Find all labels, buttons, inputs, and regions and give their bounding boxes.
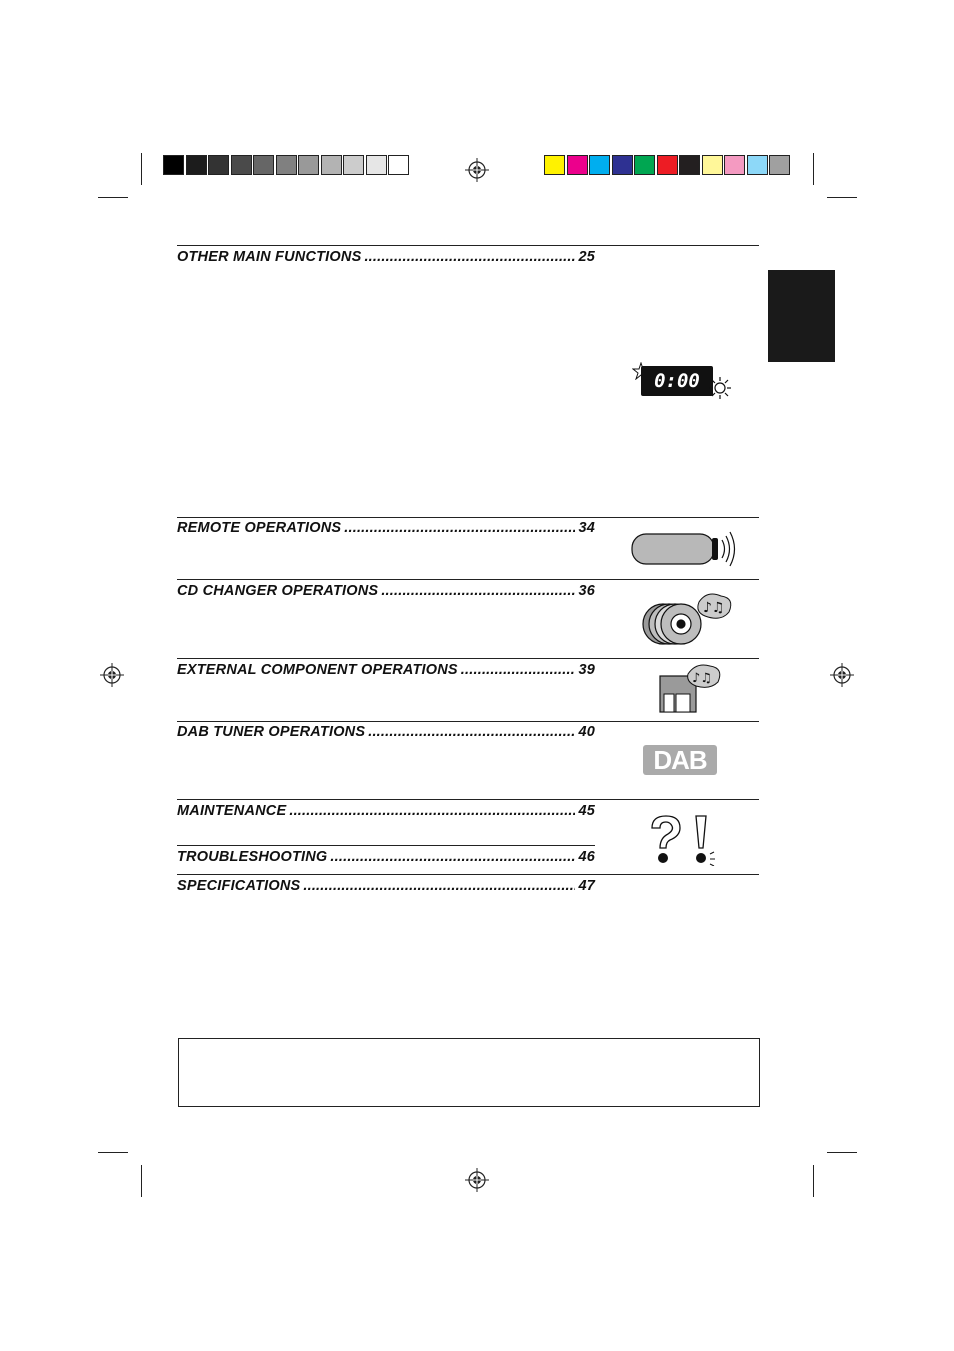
grey-swatch [321,155,342,175]
toc-title: EXTERNAL COMPONENT OPERATIONS [177,662,458,678]
color-swatch [544,155,565,175]
color-swatch [612,155,633,175]
section-rule [177,721,759,722]
color-swatch [657,155,678,175]
grey-swatch [208,155,229,175]
crop-mark [141,1165,142,1197]
toc-entry[interactable] [177,520,595,536]
clock-display: 0:00 [641,366,713,396]
color-swatch [724,155,745,175]
color-swatch [567,155,588,175]
clock-display-illustration [632,362,734,402]
crop-mark [141,153,142,185]
grey-swatch [163,155,184,175]
toc-title: SPECIFICATIONS [177,878,301,894]
toc-page: 36 [578,583,595,599]
grey-swatch [276,155,297,175]
crop-mark [813,153,814,185]
svg-text:♪♫: ♪♫ [692,671,712,686]
svg-text:♪♫: ♪♫ [703,600,725,616]
toc-page: 47 [578,878,595,894]
toc-entry[interactable] [177,583,595,599]
toc-leader [344,520,575,536]
toc-title: MAINTENANCE [177,803,287,819]
dab-logo-icon: DAB [643,745,717,775]
grey-swatch [186,155,207,175]
section-rule [177,245,759,246]
grey-swatch [253,155,274,175]
section-rule [177,845,595,846]
section-rule [177,874,759,875]
cd-discs-icon [641,588,735,648]
toc-entry[interactable] [177,803,595,819]
toc-page: 40 [578,724,595,740]
color-swatch [634,155,655,175]
grey-calibration-bar [163,155,411,175]
toc-entry[interactable] [177,249,595,265]
toc-page: 34 [578,520,595,536]
grey-swatch [231,155,252,175]
toc-title: REMOTE OPERATIONS [177,520,342,536]
toc-leader [461,662,576,678]
section-rule [177,658,759,659]
toc-entry[interactable] [177,878,595,894]
grey-swatch [366,155,387,175]
grey-swatch [298,155,319,175]
color-swatch [702,155,723,175]
toc-title: CD CHANGER OPERATIONS [177,583,379,599]
color-swatch [589,155,610,175]
component-box-icon [658,662,726,714]
crop-mark [827,197,857,198]
toc-entry[interactable] [177,849,595,865]
registration-mark-icon [830,663,854,687]
note-box [178,1038,760,1107]
crop-mark [98,1152,128,1153]
crop-mark [98,197,128,198]
color-swatch [769,155,790,175]
toc-page: 46 [578,849,595,865]
toc-title: DAB TUNER OPERATIONS [177,724,366,740]
toc-entry[interactable] [177,724,595,740]
registration-mark-icon [465,158,489,182]
toc-leader [330,849,575,865]
crop-mark [813,1165,814,1197]
toc-page: 39 [578,662,595,678]
toc-page: 45 [578,803,595,819]
grey-swatch [343,155,364,175]
section-rule [177,517,759,518]
toc-leader [368,724,575,740]
registration-mark-icon [100,663,124,687]
remote-control-icon [630,528,738,572]
question-exclamation-icon [646,812,722,866]
section-rule [177,799,759,800]
color-swatch [747,155,768,175]
toc-leader [381,583,575,599]
toc-title: TROUBLESHOOTING [177,849,328,865]
toc-page: 25 [578,249,595,265]
grey-swatch [388,155,409,175]
crop-mark [827,1152,857,1153]
color-swatch [679,155,700,175]
section-tab [768,270,835,362]
toc-leader [303,878,575,894]
section-rule [177,579,759,580]
registration-mark-icon [465,1168,489,1192]
music-notes-icon [698,594,731,618]
color-calibration-bar [544,155,792,175]
toc-title: OTHER MAIN FUNCTIONS [177,249,362,265]
toc-entry[interactable] [177,662,595,678]
sun-icon [708,376,732,400]
toc-leader [364,249,575,265]
toc-leader [289,803,575,819]
